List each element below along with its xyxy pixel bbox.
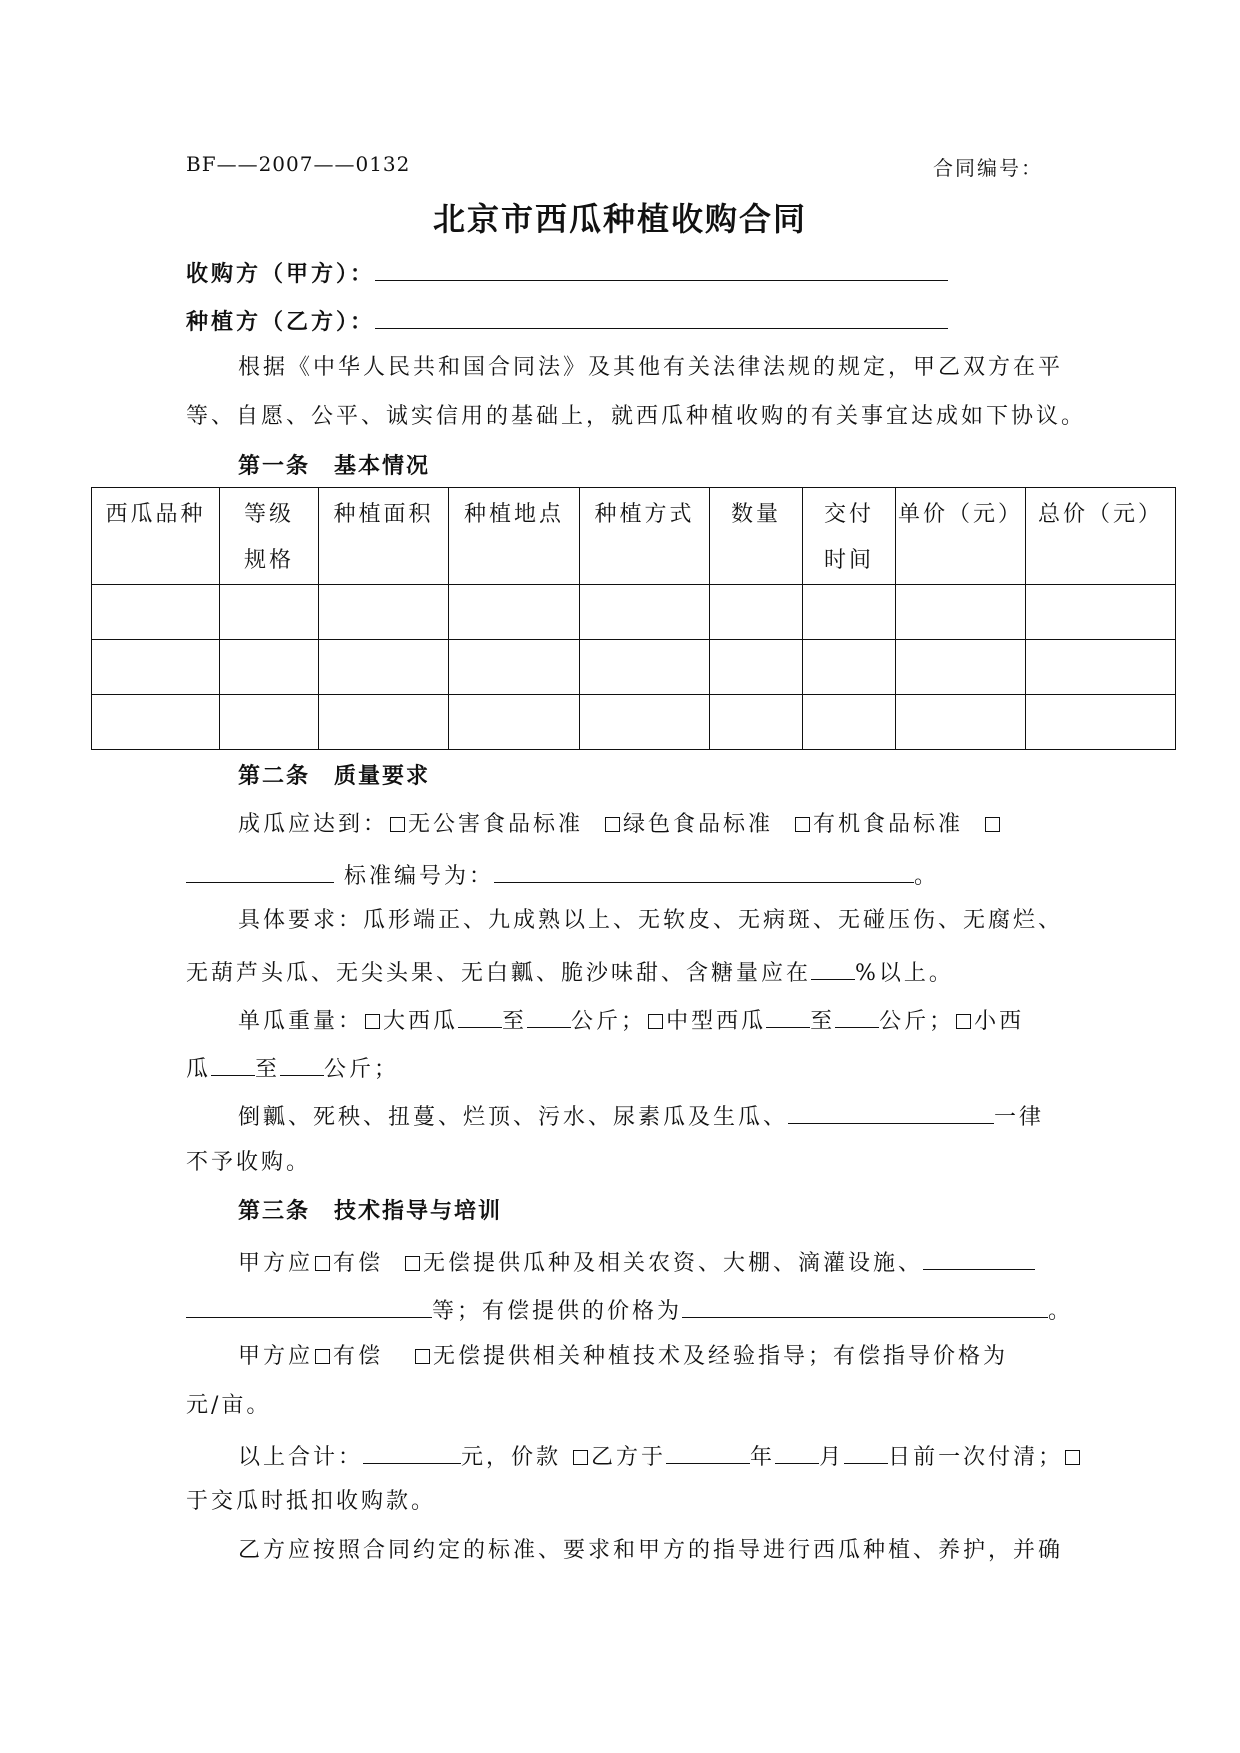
weight-line-1 — [238, 1003, 1052, 1037]
grower-blank[interactable] — [375, 304, 948, 329]
supply-price-text: 等；有偿提供的价格为 — [432, 1299, 683, 1324]
article-2-heading: 第二条 质量要求 — [238, 763, 431, 789]
basic-info-table — [91, 487, 1176, 750]
requirements-text: 无葫芦头瓜、无尖头果、无白瓤、脆沙味甜、含糖量应在 — [186, 961, 812, 986]
year-blank[interactable] — [666, 1439, 750, 1464]
paid-label: 有偿 — [333, 1344, 384, 1369]
party-a-should: 甲方应 — [238, 1344, 314, 1369]
table-row — [92, 585, 1176, 640]
requirements-line-1: 具体要求：瓜形端正、九成熟以上、无软皮、无病斑、无碰压伤、无腐烂、 — [238, 908, 1064, 933]
total-label: 以上合计： — [238, 1445, 364, 1470]
buyer-blank[interactable] — [375, 256, 948, 281]
supply-other-blank-cont[interactable] — [186, 1293, 432, 1318]
table-header-row — [92, 488, 1176, 585]
table-cell[interactable] — [710, 585, 803, 640]
total-amount-blank[interactable] — [363, 1439, 461, 1464]
col-header: 西瓜品种 — [92, 488, 220, 585]
big-max-blank[interactable] — [527, 1003, 571, 1028]
table-cell[interactable] — [92, 640, 220, 695]
big-min-blank[interactable] — [458, 1003, 502, 1028]
free-label: 无偿 — [423, 1251, 474, 1276]
table-cell[interactable] — [220, 585, 319, 640]
guidance-line-2: 元/亩。 — [186, 1393, 272, 1418]
table-cell[interactable] — [803, 640, 896, 695]
table-row — [92, 640, 1176, 695]
contract-number-label: 合同编号： — [933, 156, 1043, 180]
buyer-line — [186, 256, 1052, 289]
mid-melon-label: 中型西瓜 — [666, 1009, 767, 1034]
article-1-heading: 第一条 基本情况 — [238, 453, 431, 479]
checkbox-deduct[interactable] — [1065, 1450, 1080, 1465]
mid-min-blank[interactable] — [766, 1003, 810, 1028]
pay-once-text: 日前一次付清； — [888, 1445, 1064, 1470]
table-cell[interactable] — [803, 695, 896, 750]
table-cell[interactable] — [580, 640, 710, 695]
intro-line-1: 根据《中华人民共和国合同法》及其他有关法律法规的规定，甲乙双方在平 — [238, 355, 1064, 380]
to-label: 至 — [255, 1057, 281, 1082]
pay-text: 乙方于 — [591, 1445, 667, 1470]
table-cell[interactable] — [92, 695, 220, 750]
small-max-blank[interactable] — [280, 1051, 324, 1076]
total-yuan-text: 元，价款 — [461, 1445, 562, 1470]
document-code: BF——2007——0132 — [186, 152, 411, 176]
total-line-1 — [238, 1439, 1064, 1473]
option-label: 绿色食品标准 — [623, 812, 774, 837]
table-cell[interactable] — [319, 695, 449, 750]
col-header: 种植方式 — [580, 488, 710, 585]
standard-no-label: 标准编号为： — [344, 864, 495, 889]
table-cell[interactable] — [580, 695, 710, 750]
table-cell[interactable] — [710, 640, 803, 695]
year-label: 年 — [750, 1445, 776, 1470]
checkbox-guidance-paid[interactable] — [315, 1349, 330, 1364]
kg-label: 公斤； — [324, 1057, 400, 1082]
col-header: 单价（元） — [896, 488, 1026, 585]
col-header: 数量 — [710, 488, 803, 585]
checkbox-pay-before-date[interactable] — [573, 1450, 588, 1465]
month-blank[interactable] — [775, 1439, 819, 1464]
standard-no-line — [186, 858, 1052, 892]
intro-line-2: 等、自愿、公平、诚实信用的基础上，就西瓜种植收购的有关事宜达成如下协议。 — [186, 404, 1087, 429]
table-cell[interactable] — [449, 695, 580, 750]
table-cell[interactable] — [319, 585, 449, 640]
col-header: 总价（元） — [1026, 488, 1176, 585]
table-cell[interactable] — [449, 640, 580, 695]
paid-label: 有偿 — [333, 1251, 384, 1276]
table-cell[interactable] — [896, 585, 1026, 640]
table-row — [92, 695, 1176, 750]
table-cell[interactable] — [710, 695, 803, 750]
requirements-line-2 — [186, 955, 1052, 989]
checkbox-mid-melon[interactable] — [648, 1014, 663, 1029]
checkbox-other-standard[interactable] — [985, 817, 1000, 832]
small-melon-label-cont: 瓜 — [186, 1057, 212, 1082]
table-cell[interactable] — [1026, 695, 1176, 750]
kg-label: 公斤； — [571, 1009, 647, 1034]
reject-line-2: 不予收购。 — [186, 1150, 312, 1175]
checkbox-green-food[interactable] — [605, 817, 620, 832]
table-cell[interactable] — [580, 585, 710, 640]
article-3-heading: 第三条 技术指导与培训 — [238, 1198, 503, 1224]
col-header: 种植面积 — [319, 488, 449, 585]
buyer-label: 收购方（甲方）： — [186, 261, 376, 287]
checkbox-big-melon[interactable] — [365, 1014, 380, 1029]
party-a-should: 甲方应 — [238, 1251, 314, 1276]
col-header: 种植地点 — [449, 488, 580, 585]
table-cell[interactable] — [803, 585, 896, 640]
col-header: 等级 规格 — [220, 488, 319, 585]
period: 。 — [914, 864, 940, 889]
checkbox-small-melon[interactable] — [956, 1014, 971, 1029]
table-cell[interactable] — [449, 585, 580, 640]
table-cell[interactable] — [1026, 585, 1176, 640]
mid-max-blank[interactable] — [835, 1003, 879, 1028]
page-title: 北京市西瓜种植收购合同 — [432, 200, 807, 238]
reject-line-1 — [238, 1099, 1052, 1133]
to-label: 至 — [502, 1009, 528, 1034]
grower-label: 种植方（乙方）： — [186, 309, 376, 335]
reject-text: 倒瓤、死秧、扭蔓、烂顶、污水、尿素瓜及生瓜、 — [238, 1105, 789, 1130]
supply-price-blank[interactable] — [682, 1293, 1048, 1318]
small-melon-label: 小西 — [974, 1009, 1025, 1034]
total-line-2: 于交瓜时抵扣收购款。 — [186, 1489, 437, 1514]
requirements-text-end: %以上。 — [855, 961, 954, 986]
free-label: 无偿 — [433, 1344, 484, 1369]
table-cell[interactable] — [220, 640, 319, 695]
day-blank[interactable] — [844, 1439, 888, 1464]
small-min-blank[interactable] — [211, 1051, 255, 1076]
standard-no-blank[interactable] — [494, 858, 914, 883]
table-cell[interactable] — [896, 640, 1026, 695]
sugar-content-blank[interactable] — [811, 955, 855, 980]
standard-prefix: 成瓜应达到： — [238, 812, 389, 837]
checkbox-guidance-free[interactable] — [415, 1349, 430, 1364]
reject-other-blank[interactable] — [788, 1099, 994, 1124]
checkbox-supply-paid[interactable] — [315, 1256, 330, 1271]
guidance-text: 提供相关种植技术及经验指导；有偿指导价格为 — [483, 1344, 1009, 1369]
big-melon-label: 大西瓜 — [383, 1009, 459, 1034]
supply-other-blank[interactable] — [923, 1245, 1035, 1270]
checkbox-organic[interactable] — [795, 817, 810, 832]
col-header: 交付 时间 — [803, 488, 896, 585]
supply-line-2 — [186, 1293, 1074, 1327]
supply-line-1 — [238, 1245, 1052, 1279]
table-cell[interactable] — [896, 695, 1026, 750]
standard-line — [238, 810, 1052, 840]
option-label: 无公害食品标准 — [408, 812, 584, 837]
checkbox-supply-free[interactable] — [405, 1256, 420, 1271]
month-label: 月 — [819, 1445, 845, 1470]
checkbox-pollution-free[interactable] — [390, 817, 405, 832]
supply-text: 提供瓜种及相关农资、大棚、滴灌设施、 — [473, 1251, 924, 1276]
grower-line — [186, 304, 1052, 337]
weight-label: 单瓜重量： — [238, 1009, 364, 1034]
option-label: 有机食品标准 — [813, 812, 964, 837]
table-cell[interactable] — [92, 585, 220, 640]
table-cell[interactable] — [1026, 640, 1176, 695]
weight-line-2 — [186, 1051, 1052, 1085]
period: 。 — [1048, 1299, 1074, 1324]
table-cell[interactable] — [220, 695, 319, 750]
other-standard-blank[interactable] — [186, 858, 334, 883]
to-label: 至 — [810, 1009, 836, 1034]
kg-label: 公斤； — [879, 1009, 955, 1034]
party-b-duty-line: 乙方应按照合同约定的标准、要求和甲方的指导进行西瓜种植、养护，并确 — [238, 1538, 1064, 1563]
reject-text-end: 一律 — [994, 1105, 1045, 1130]
guidance-line-1 — [238, 1342, 1052, 1372]
table-cell[interactable] — [319, 640, 449, 695]
